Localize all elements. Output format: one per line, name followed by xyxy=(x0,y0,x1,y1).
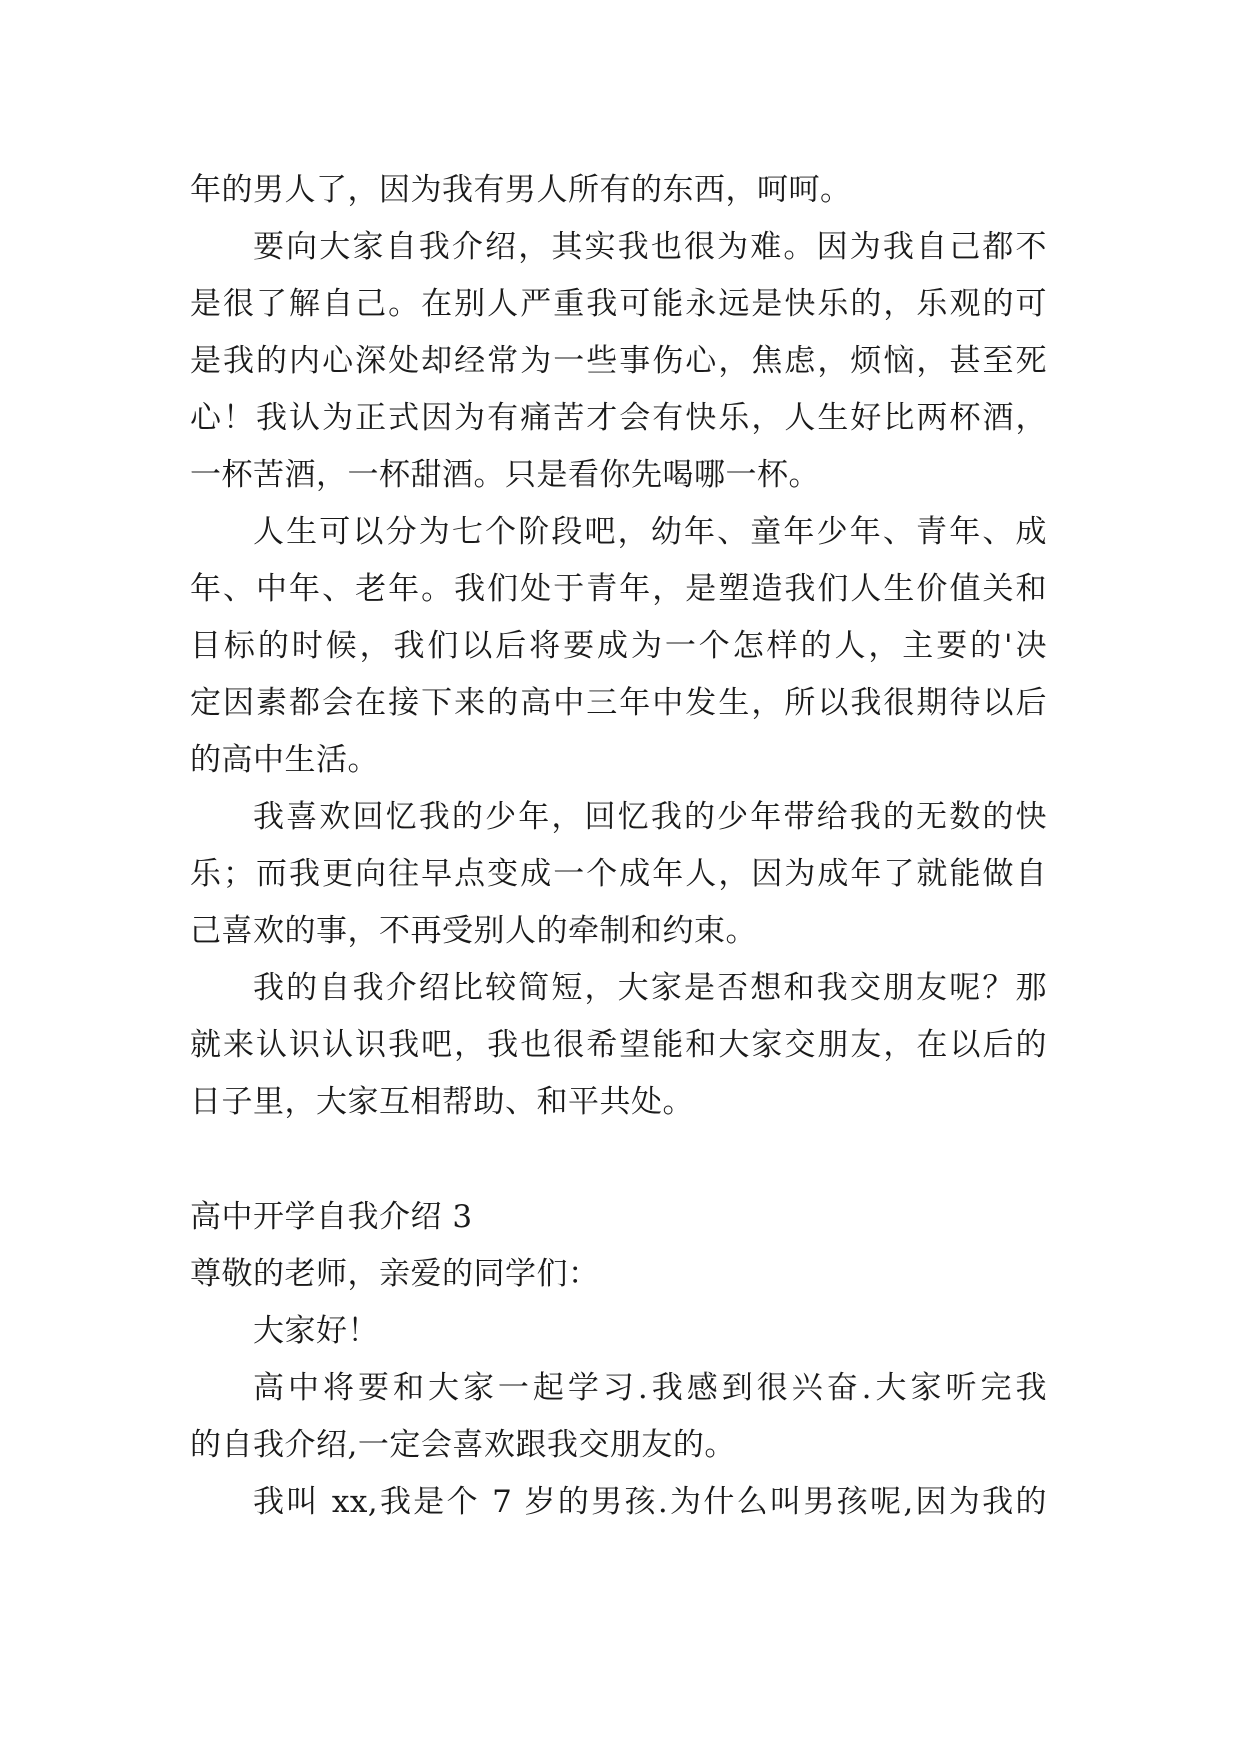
paragraph-line: 是我的内心深处却经常为一些事伤心，焦虑，烦恼，甚至死 xyxy=(190,343,1047,379)
paragraph-line: 心！我认为正式因为有痛苦才会有快乐，人生好比两杯酒， xyxy=(190,400,1047,436)
greeting: 大家好！ xyxy=(253,1313,379,1349)
paragraph-line: 我的自我介绍比较简短，大家是否想和我交朋友呢？那 xyxy=(253,970,1047,1006)
paragraph-line: 年、中年、老年。我们处于青年，是塑造我们人生价值关和 xyxy=(190,571,1047,607)
paragraph-line: 我叫 xx,我是个 7 岁的男孩.为什么叫男孩呢,因为我的 xyxy=(253,1484,1047,1520)
paragraph-line: 己喜欢的事，不再受别人的牵制和约束。 xyxy=(190,913,757,949)
paragraph-line: 的自我介绍,一定会喜欢跟我交朋友的。 xyxy=(190,1427,736,1463)
paragraph-line: 日子里，大家互相帮助、和平共处。 xyxy=(190,1084,694,1120)
paragraph-line: 高中将要和大家一起学习.我感到很兴奋.大家听完我 xyxy=(253,1370,1047,1406)
paragraph-line: 人生可以分为七个阶段吧，幼年、童年少年、青年、成 xyxy=(253,514,1047,550)
paragraph-line: 年的男人了，因为我有男人所有的东西，呵呵。 xyxy=(190,172,852,208)
paragraph-line: 我喜欢回忆我的少年，回忆我的少年带给我的无数的快 xyxy=(253,799,1047,835)
section-title: 高中开学自我介绍 3 xyxy=(190,1199,473,1235)
salutation: 尊敬的老师，亲爱的同学们： xyxy=(190,1256,600,1292)
paragraph-line: 就来认识认识我吧，我也很希望能和大家交朋友，在以后的 xyxy=(190,1027,1047,1063)
paragraph-line: 一杯苦酒，一杯甜酒。只是看你先喝哪一杯。 xyxy=(190,457,820,493)
paragraph-line: 的高中生活。 xyxy=(190,742,379,778)
paragraph-line: 定因素都会在接下来的高中三年中发生，所以我很期待以后 xyxy=(190,685,1047,721)
paragraph-line: 要向大家自我介绍，其实我也很为难。因为我自己都不 xyxy=(253,229,1047,265)
paragraph-line: 乐；而我更向往早点变成一个成年人，因为成年了就能做自 xyxy=(190,856,1047,892)
paragraph-line: 是很了解自己。在别人严重我可能永远是快乐的，乐观的可 xyxy=(190,286,1047,322)
paragraph-line: 目标的时候，我们以后将要成为一个怎样的人，主要的'决 xyxy=(190,628,1047,664)
